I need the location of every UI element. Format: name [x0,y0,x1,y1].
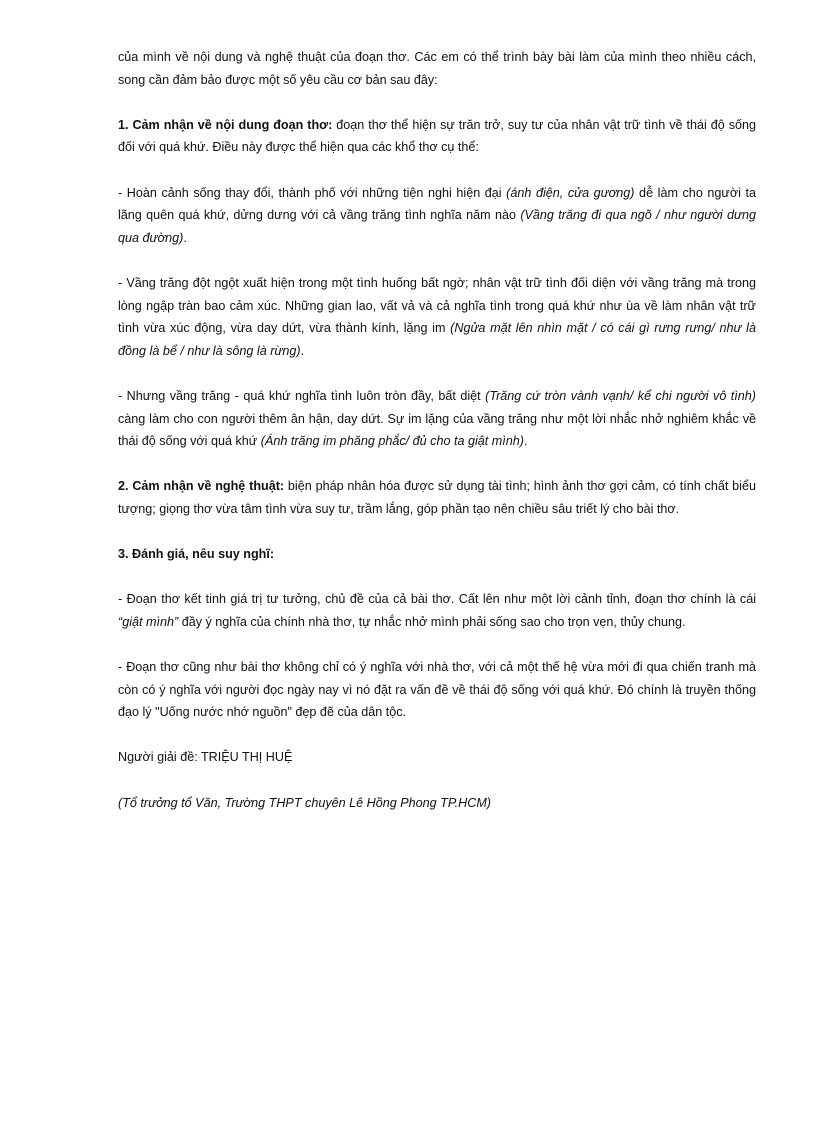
bullet-text: . [523,434,528,449]
signature-position [118,792,756,815]
bullet-paragraph-4 [118,588,756,633]
bullet-text: dễ làm cho người ta lãng quên quá khứ, dửng dưng với cả vầng trăng tình nghĩa năm nào [118,185,756,223]
bullet-text: . [300,343,305,358]
bullet-paragraph-1 [118,182,756,250]
art-section-paragraph [118,475,756,520]
quote-text: (Ánh trăng im phăng phắc/ đủ cho ta giật mình) [260,434,524,449]
content-section-heading: 1. Cảm nhận về nội dung đoạn thơ: [118,117,333,132]
bullet-text: càng làm cho con người thêm ân hận, day dứt. Sự im lặng của vầng trăng như một lời nhắc nhở nghiêm khắc về thái độ sống với quá khứ [118,411,756,449]
bullet-paragraph-5: - Đoạn thơ cũng như bài thơ không chỉ có ý nghĩa với nhà thơ, với cả một thế hệ vừa mới đi qua chiến tranh mà còn có ý nghĩa với người đọc ngày nay vì nó đặt ra vấn đề về thái độ sống với quá khứ. Đó chính là truyền thống đạo lý "Uống nước nhớ nguồn" đẹp đẽ của dân tộc. [118,660,756,720]
quote-text: (ánh điện, cửa gương) [506,185,635,200]
bullet-paragraph-2 [118,272,756,362]
quote-text: (Trăng cứ tròn vành vạnh/ kể chi người vô tình) [485,388,756,403]
bullet-paragraph-3 [118,385,756,453]
bullet-text: - Hoàn cảnh sống thay đổi, thành phố với những tiện nghi hiện đại [118,185,507,200]
content-section-text: đoạn thơ thể hiện sự trăn trở, suy tư của nhân vật trữ tình về thái độ sống đối với quá khứ. Điều này được thể hiện qua các khổ thơ cụ thể: [118,117,757,155]
quote-text: “giật mình” [118,614,179,629]
bullet-text: - Vầng trăng đột ngột xuất hiện trong một tình huống bất ngờ; nhân vật trữ tình đối diện với vầng trăng mà trong lòng ngập tràn bao cảm xúc. Những gian lao, vất vả và cả nghĩa tình trong quá khứ như ùa về làm nhân vật trữ tình vừa xúc động, vừa day dứt, vừa thành kính, lặng im [118,275,756,336]
bullet-text: - Nhưng vầng trăng - quá khứ nghĩa tình luôn tròn đầy, bất diệt [118,388,486,403]
evaluation-section-paragraph [118,543,756,566]
document-page [118,46,756,837]
bullet-text: . [183,230,187,245]
evaluation-section-heading: 3. Đánh giá, nêu suy nghĩ: [118,547,275,562]
signature-author: Người giải đề: TRIỆU THỊ HUỆ [118,750,293,765]
bullet-text: - Đoạn thơ kết tinh giá trị tư tưởng, chủ đề của cả bài thơ. Cất lên như một lời cảnh tỉnh, đoạn thơ chính là cái [118,592,756,607]
content-section-paragraph [118,114,756,159]
art-section-heading: 2. Cảm nhận về nghệ thuật: [118,479,285,494]
quote-text: (Vầng trăng đi qua ngõ / như người dưng qua đường) [118,208,757,245]
quote-text: (Ngửa mặt lên nhìn mặt / có cái gì rưng rưng/ như là đồng là bể / như là sông là rừng) [118,321,756,358]
art-section-text: biện pháp nhân hóa được sử dụng tài tình; hình ảnh thơ gợi cảm, có tính chất biểu tượng; giọng thơ vừa tâm tình vừa suy tư, trầm lắng, góp phần tạo nên chiều sâu triết lý cho bài thơ. [118,479,756,516]
intro-paragraph: của mình về nội dung và nghệ thuật của đoạn thơ. Các em có thể trình bày bài làm của mình theo nhiều cách, song cần đảm bảo được một số yêu cầu cơ bản sau đây: [118,50,756,87]
bullet-text: đầy ý nghĩa của chính nhà thơ, tự nhắc nhở mình phải sống sao cho trọn vẹn, thủy chung. [178,614,686,629]
signature-position-text: (Tổ trưởng tổ Văn, Trường THPT chuyên Lê Hồng Phong TP.HCM) [118,795,492,810]
